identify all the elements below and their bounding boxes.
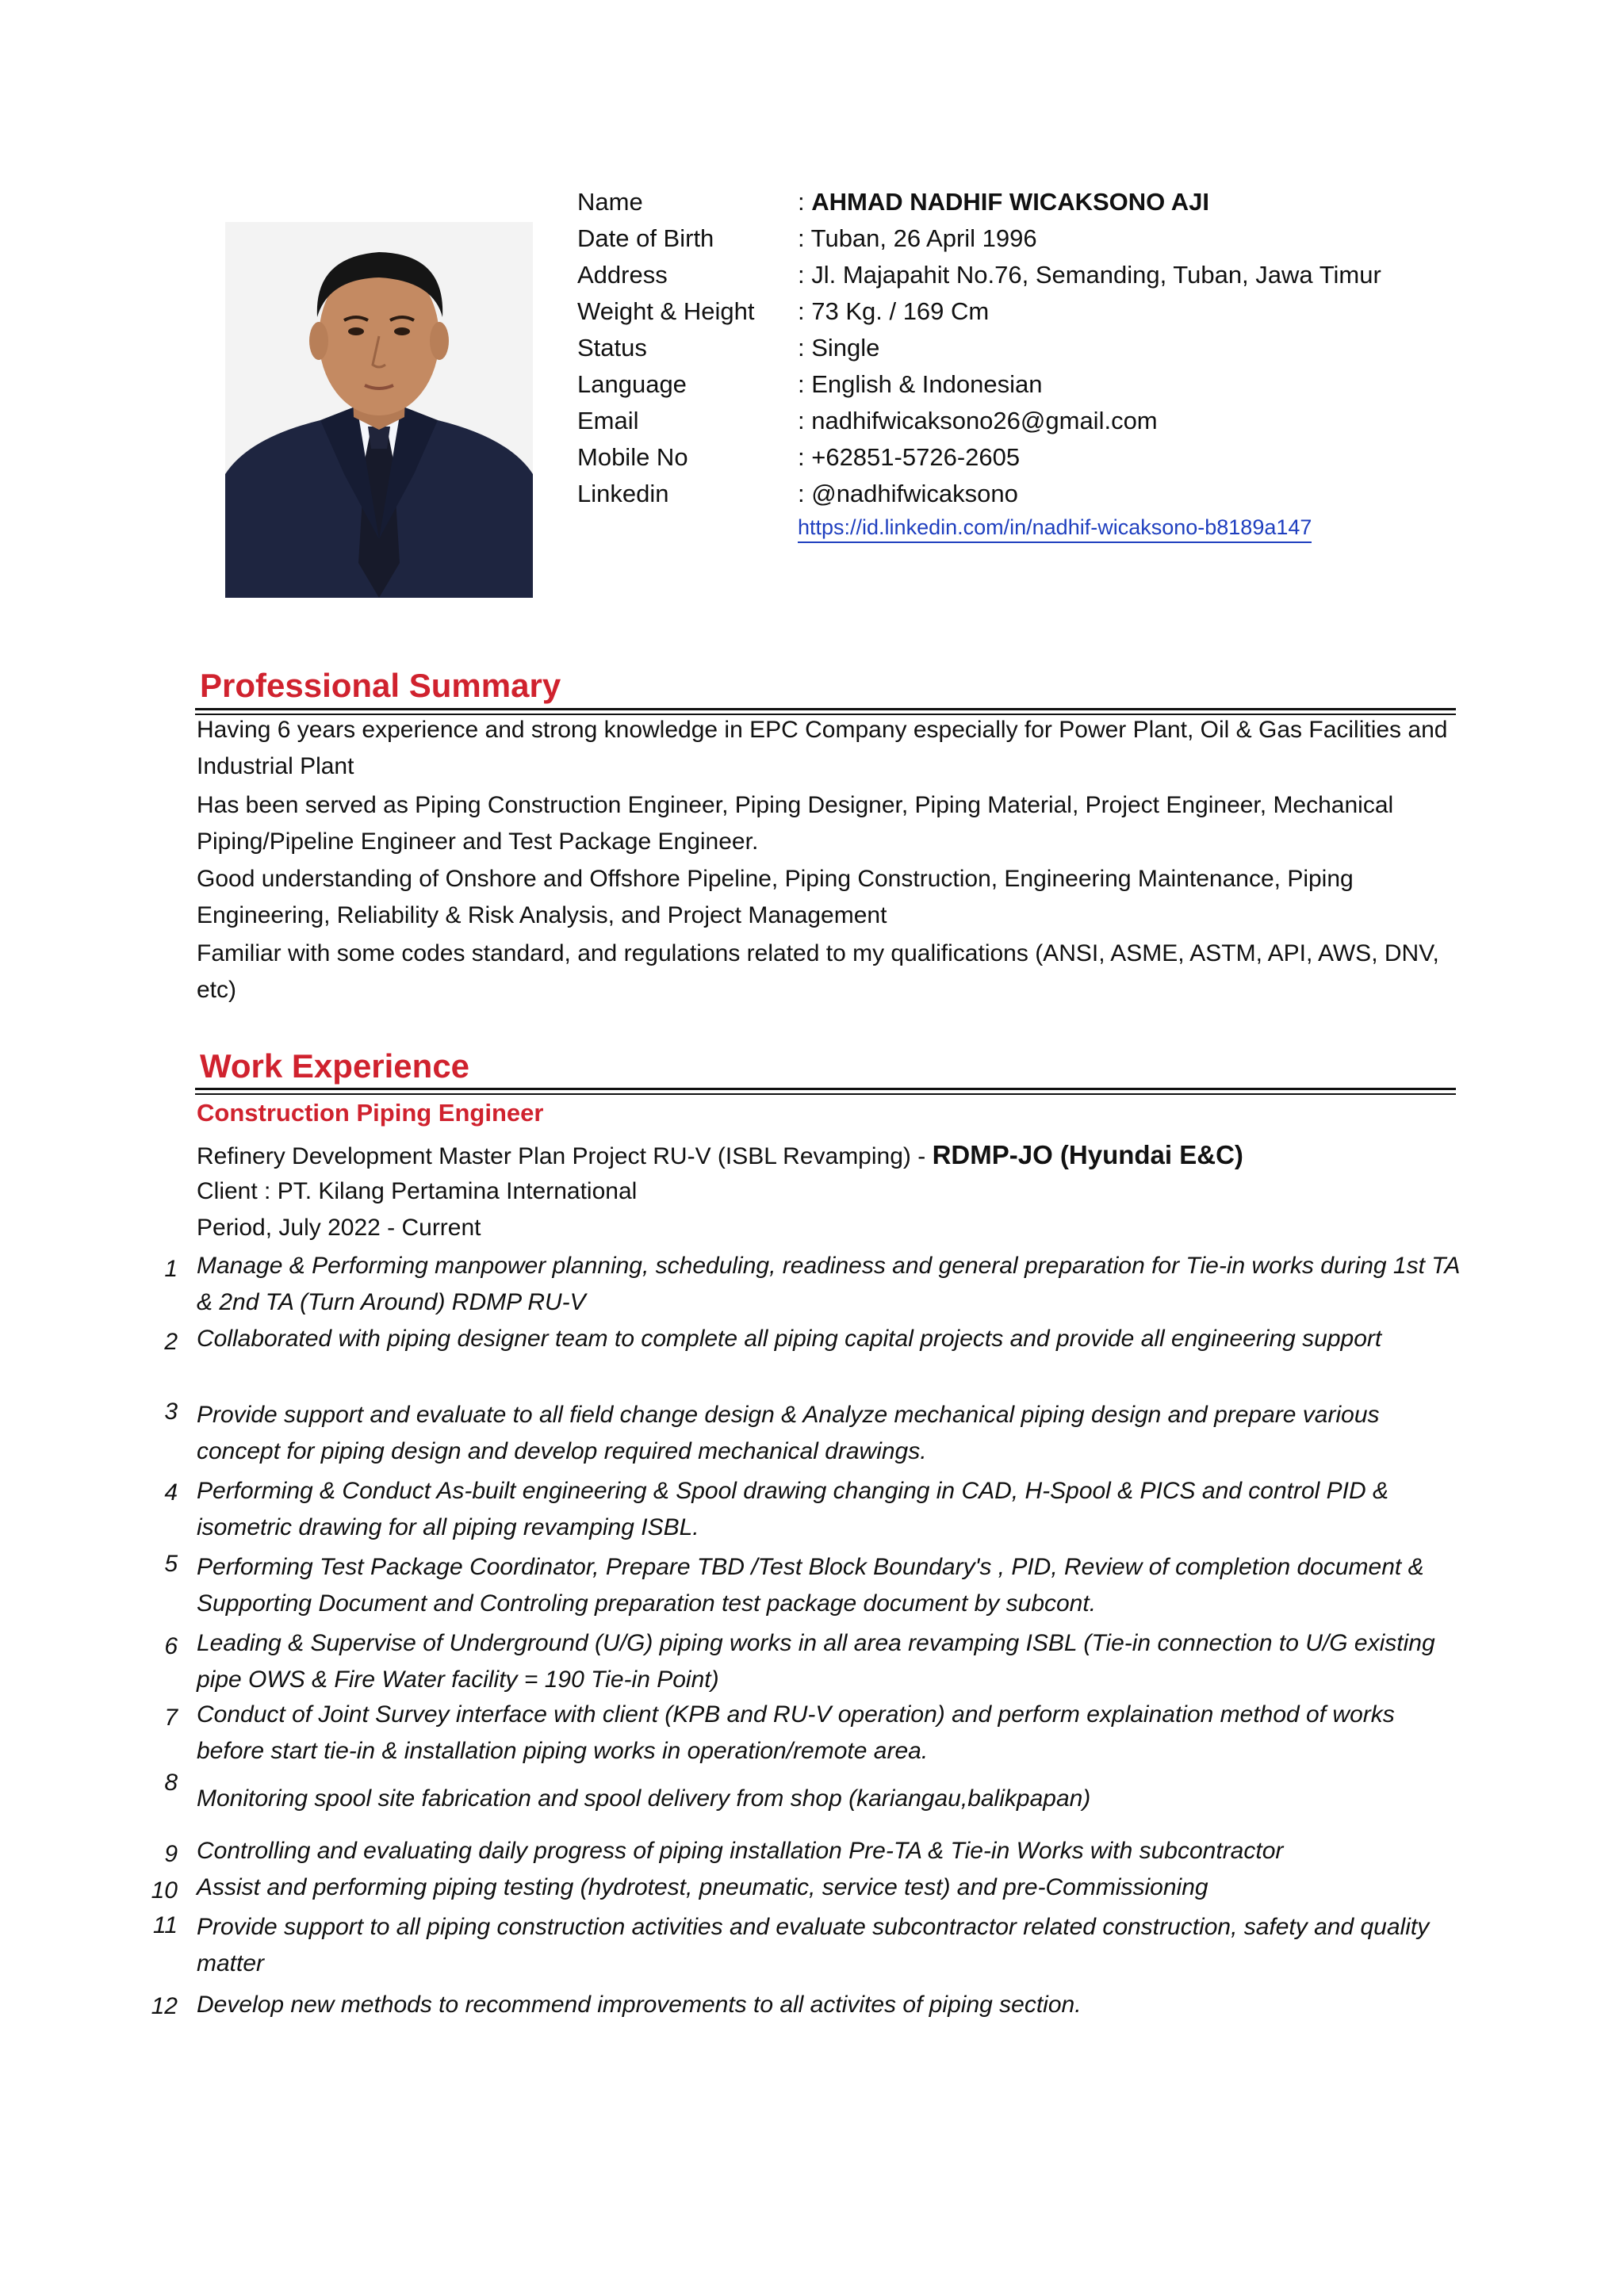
job-project	[197, 1137, 1243, 1175]
duty-text: Develop new methods to recommend improvements to all activites of piping section.	[197, 1992, 1082, 2018]
duty-number: 9	[164, 1841, 178, 1867]
info-row-address	[577, 257, 1513, 293]
info-value: : @nadhifwicaksono	[798, 480, 1018, 507]
info-value: : Tuban, 26 April 1996	[798, 224, 1037, 252]
section-title-experience: Work Experience	[200, 1047, 470, 1085]
info-value: : Single	[798, 334, 880, 362]
duty-number: 6	[164, 1633, 178, 1659]
portrait-image	[225, 222, 533, 598]
duty-number: 11	[152, 1912, 178, 1938]
info-label: Language	[577, 370, 687, 398]
info-value: : English & Indonesian	[798, 370, 1043, 398]
summary-paragraph: Having 6 years experience and strong knowledge in EPC Company especially for Power Plant, Oil & Gas Facilities and Industrial Plant	[197, 717, 1448, 779]
info-row-weight-height	[577, 293, 1513, 330]
duty-text: Performing Test Package Coordinator, Prepare TBD /Test Block Boundary's , PID, Review of completion document & Supporting Document and Controling preparation test package document by subcont.	[197, 1554, 1424, 1617]
summary-paragraph: Familiar with some codes standard, and regulations related to my qualifications (ANSI, ASME, ASTM, API, AWS, DNV, etc)	[197, 940, 1439, 1003]
duty-number: 7	[164, 1705, 178, 1731]
duty-text: Controlling and evaluating daily progress of piping installation Pre-TA & Tie-in Works with subcontractor	[197, 1838, 1284, 1864]
info-row-name	[577, 184, 1513, 220]
info-colon: :	[798, 188, 812, 216]
duty-text: Monitoring spool site fabrication and spool delivery from shop (kariangau,balikpapan)	[197, 1785, 1091, 1812]
info-value: : 73 Kg. / 169 Cm	[798, 297, 990, 325]
duty-number: 5	[164, 1551, 178, 1577]
job-period: Period, July 2022 - Current	[197, 1215, 481, 1241]
duty-number: 10	[151, 1877, 178, 1904]
info-label: Name	[577, 188, 643, 216]
info-row-dob	[577, 220, 1513, 257]
info-value: : +62851-5726-2605	[798, 443, 1021, 471]
summary-paragraph: Has been served as Piping Construction Engineer, Piping Designer, Piping Material, Project Engineer, Mechanical Piping/Pipeline Engineer and Test Package Engineer.	[197, 792, 1394, 855]
job-title: Construction Piping Engineer	[197, 1099, 544, 1127]
duty-text: Provide support and evaluate to all field change design & Analyze mechanical piping design and prepare various concept for piping design and develop required mechanical drawings.	[197, 1402, 1380, 1464]
info-label: Address	[577, 261, 668, 289]
duty-text: Provide support to all piping construction activities and evaluate subcontractor related construction, safety and quality matter	[197, 1914, 1430, 1976]
info-label: Weight & Height	[577, 297, 755, 325]
duty-text: Leading & Supervise of Underground (U/G) piping works in all area revamping ISBL (Tie-in connection to U/G existing pipe OWS & Fire Water facility = 190 Tie-in Point)	[197, 1630, 1435, 1693]
duty-number: 3	[164, 1399, 178, 1425]
duty-text: Manage & Performing manpower planning, scheduling, readiness and general preparation for Tie-in works during 1st TA & 2nd TA (Turn Around) RDMP RU-V	[197, 1253, 1460, 1315]
duty-number: 1	[164, 1256, 178, 1282]
info-row-email	[577, 403, 1513, 439]
section-title-summary: Professional Summary	[200, 667, 561, 704]
company-name: RDMP-JO (Hyundai E&C)	[932, 1140, 1243, 1169]
info-label: Linkedin	[577, 480, 669, 507]
job-client: Client : PT. Kilang Pertamina International	[197, 1178, 638, 1204]
info-row-mobile	[577, 439, 1513, 476]
info-row-linkedin	[577, 476, 1513, 512]
info-value: : Jl. Majapahit No.76, Semanding, Tuban, Jawa Timur	[798, 261, 1381, 289]
info-row-language	[577, 366, 1513, 403]
info-label: Mobile No	[577, 443, 688, 471]
duty-number: 2	[164, 1329, 178, 1355]
linkedin-link[interactable]: https://id.linkedin.com/in/nadhif-wicaksono-b8189a147	[798, 514, 1312, 543]
section-rule	[195, 1093, 1456, 1095]
duty-text: Conduct of Joint Survey interface with client (KPB and RU-V operation) and perform explaination method of works before start tie-in & installation piping works in operation/remote area.	[197, 1701, 1395, 1764]
duty-number: 12	[151, 1993, 178, 2019]
duty-text: Performing & Conduct As-built engineering & Spool drawing changing in CAD, H-Spool & PICS and control PID & isometric drawing for all piping revamping ISBL.	[197, 1478, 1389, 1540]
info-label: Email	[577, 407, 639, 434]
duty-number: 8	[164, 1770, 178, 1796]
profile-photo	[225, 222, 533, 598]
duty-number: 4	[164, 1479, 178, 1506]
summary-paragraph: Good understanding of Onshore and Offshore Pipeline, Piping Construction, Engineering Maintenance, Piping Engineering, Reliability & Risk Analysis, and Project Management	[197, 866, 1354, 928]
duty-text: Assist and performing piping testing (hydrotest, pneumatic, service test) and pre-Commissioning	[197, 1874, 1208, 1900]
project-name: Refinery Development Master Plan Project RU-V (ISBL Revamping) -	[197, 1143, 933, 1169]
info-value: : nadhifwicaksono26@gmail.com	[798, 407, 1158, 434]
info-value	[798, 184, 1209, 220]
duty-text: Collaborated with piping designer team to complete all piping capital projects and provide all engineering support	[197, 1326, 1382, 1352]
section-rule	[195, 1088, 1456, 1090]
info-label: Date of Birth	[577, 224, 714, 252]
info-label: Status	[577, 334, 647, 362]
section-rule	[195, 708, 1456, 710]
personal-info	[577, 184, 1513, 512]
info-row-status	[577, 330, 1513, 366]
full-name: AHMAD NADHIF WICAKSONO AJI	[811, 188, 1209, 216]
